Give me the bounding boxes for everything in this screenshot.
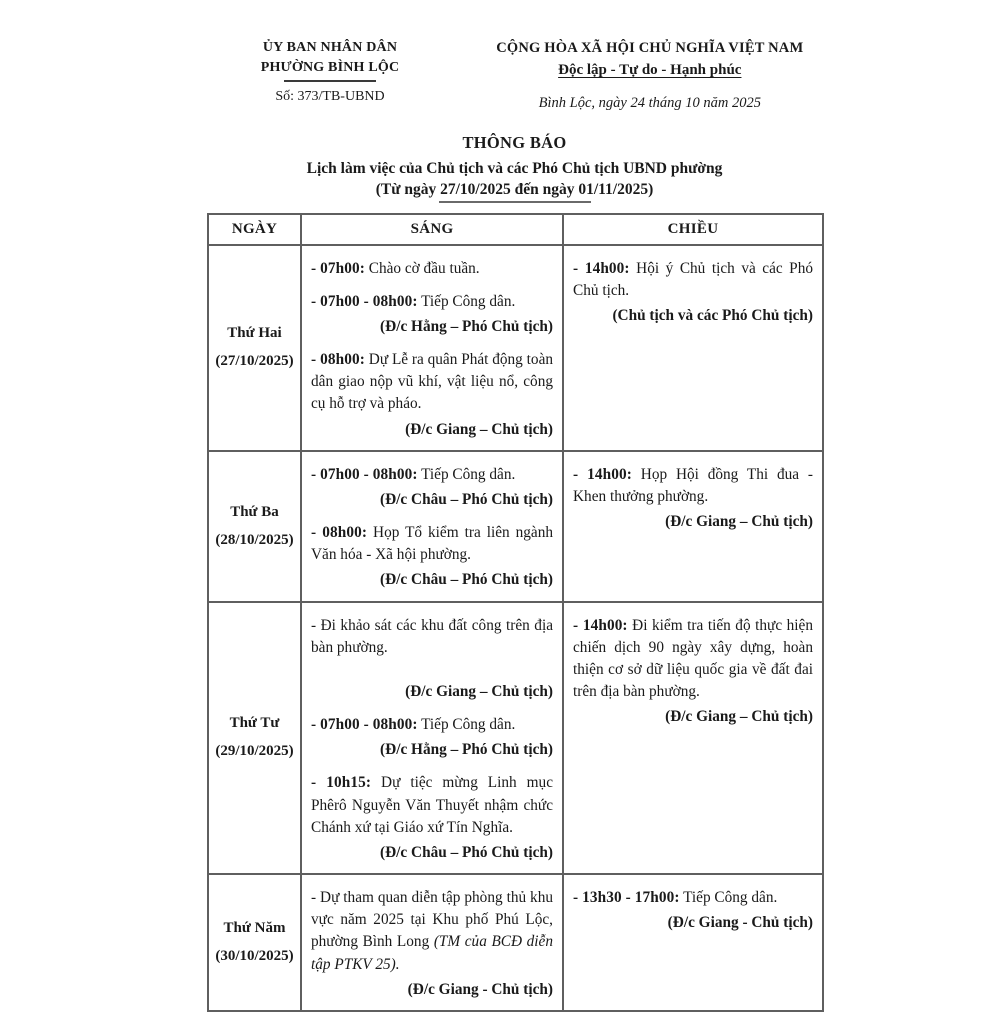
column-header-morning: SÁNG	[301, 214, 563, 245]
assignee-line: (Đ/c Châu – Phó Chủ tịch)	[380, 490, 553, 508]
day-name: Thứ Hai	[227, 325, 282, 342]
time-label: - 14h00:	[573, 259, 630, 277]
time-label: - 14h00:	[573, 616, 628, 634]
assignee-line: (Đ/c Châu – Phó Chủ tịch)	[380, 571, 553, 589]
assignee-line: (Đ/c Giang – Chủ tịch)	[665, 513, 813, 531]
time-label: - 10h15:	[311, 774, 372, 792]
time-label: - 14h00:	[573, 465, 632, 483]
table-row	[208, 451, 823, 602]
day-name: Thứ Năm	[223, 920, 286, 937]
column-header-day: NGÀY	[208, 214, 301, 245]
assignee-line: (Đ/c Giang – Chủ tịch)	[405, 682, 553, 700]
schedule-item: - Dự tham quan diễn tập phòng thủ khu vực năm 2025 tại Khu phố Phú Lộc, phường Bình Long (TM của BCĐ diễn tập PTKV 25).	[311, 889, 553, 973]
national-header-block	[478, 38, 822, 112]
schedule-item: - 10h15: Dự tiệc mừng Linh mục Phêrô Nguyễn Văn Thuyết nhậm chức Chánh xứ tại Giáo xứ Tín Nghĩa.	[311, 774, 553, 836]
day-date: (27/10/2025)	[215, 353, 294, 370]
day-cell	[208, 245, 301, 451]
assignee-line: (Đ/c Giang – Chủ tịch)	[665, 708, 813, 726]
schedule-item: - 08h00: Dự Lễ ra quân Phát động toàn dân giao nộp vũ khí, vật liệu nổ, công cụ hỗ trợ và pháo.	[311, 351, 554, 413]
morning-cell	[301, 874, 563, 1011]
authority-underline-rule	[284, 80, 376, 82]
national-motto: Độc lập - Tự do - Hạnh phúc	[558, 62, 742, 79]
table-row	[208, 602, 823, 875]
schedule-item: - 07h00: Chào cờ đầu tuần.	[311, 259, 480, 277]
schedule-item: - 14h00: Hội ý Chủ tịch và các Phó Chủ tịch.	[573, 259, 813, 299]
time-label: - 08h00:	[311, 351, 365, 369]
morning-cell	[301, 451, 563, 602]
place-date-line: Bình Lộc, ngày 24 tháng 10 năm 2025	[538, 94, 761, 111]
time-label: - 07h00 - 08h00:	[311, 716, 418, 734]
time-label: - 07h00 - 08h00:	[311, 292, 418, 310]
date-range: (Từ ngày 27/10/2025 đến ngày 01/11/2025)	[375, 180, 654, 198]
day-date: (29/10/2025)	[215, 743, 294, 760]
schedule-item: - 07h00 - 08h00: Tiếp Công dân.	[311, 716, 516, 734]
time-label: - 13h30 - 17h00:	[573, 889, 680, 907]
document-content	[207, 38, 822, 1012]
afternoon-cell	[563, 874, 823, 1011]
assignee-line: (Đ/c Hằng – Phó Chủ tịch)	[380, 741, 553, 759]
table-row	[208, 874, 823, 1011]
issuing-authority-block	[207, 38, 453, 105]
assignee-line: (Đ/c Châu – Phó Chủ tịch)	[380, 843, 553, 861]
morning-cell	[301, 602, 563, 875]
document-subtitle: Lịch làm việc của Chủ tịch và các Phó Chủ tịch UBND phường	[306, 159, 723, 177]
schedule-item: - 13h30 - 17h00: Tiếp Công dân.	[573, 889, 778, 907]
day-cell	[208, 602, 301, 875]
assignee-line: (Đ/c Hằng – Phó Chủ tịch)	[380, 317, 553, 335]
document-header	[207, 38, 822, 112]
italic-note: (TM của BCĐ diễn tập PTKV 25).	[311, 933, 553, 973]
day-date: (28/10/2025)	[215, 531, 294, 548]
assignee-line: (Đ/c Giang - Chủ tịch)	[407, 980, 553, 998]
table-header-row	[208, 214, 823, 245]
morning-cell	[301, 245, 563, 451]
schedule-item: - Đi khảo sát các khu đất công trên địa bàn phường.	[311, 616, 553, 656]
afternoon-cell	[563, 245, 823, 451]
assignee-line: (Đ/c Giang - Chủ tịch)	[667, 914, 813, 932]
assignee-line: (Đ/c Giang – Chủ tịch)	[405, 420, 553, 438]
title-block	[207, 133, 822, 203]
document-title: THÔNG BÁO	[462, 132, 567, 152]
authority-line1: ỦY BAN NHÂN DÂN	[262, 40, 398, 55]
day-name: Thứ Tư	[229, 715, 280, 732]
schedule-item: - 14h00: Họp Hội đồng Thi đua - Khen thưởng phường.	[573, 465, 813, 505]
authority-line2: PHƯỜNG BÌNH LỘC	[260, 60, 400, 76]
assignee-line: (Chủ tịch và các Phó Chủ tịch)	[612, 306, 813, 324]
time-label: - 07h00:	[311, 259, 365, 277]
day-cell	[208, 451, 301, 602]
schedule-item: - 07h00 - 08h00: Tiếp Công dân.	[311, 292, 516, 310]
column-header-afternoon: CHIỀU	[563, 214, 823, 245]
schedule-item: - 14h00: Đi kiểm tra tiến độ thực hiện chiến dịch 90 ngày xây dựng, hoàn thiện cơ sở dữ liệu quốc gia về đất đai trên địa bàn phường.	[573, 616, 813, 701]
schedule-table	[207, 213, 824, 1012]
afternoon-cell	[563, 602, 823, 875]
republic-name: CỘNG HÒA XÃ HỘI CHỦ NGHĨA VIỆT NAM	[496, 40, 804, 56]
day-date: (30/10/2025)	[215, 948, 294, 965]
time-label: - 08h00:	[311, 524, 368, 542]
schedule-item: - 08h00: Họp Tổ kiểm tra liên ngành Văn hóa - Xã hội phường.	[311, 524, 553, 564]
day-name: Thứ Ba	[230, 503, 279, 520]
time-label: - 07h00 - 08h00:	[311, 465, 418, 483]
schedule-item: - 07h00 - 08h00: Tiếp Công dân.	[311, 465, 516, 483]
table-row	[208, 245, 823, 451]
document-number: Số: 373/TB-UBND	[275, 88, 385, 104]
title-underline-rule	[439, 201, 591, 203]
afternoon-cell	[563, 451, 823, 602]
day-cell	[208, 874, 301, 1011]
